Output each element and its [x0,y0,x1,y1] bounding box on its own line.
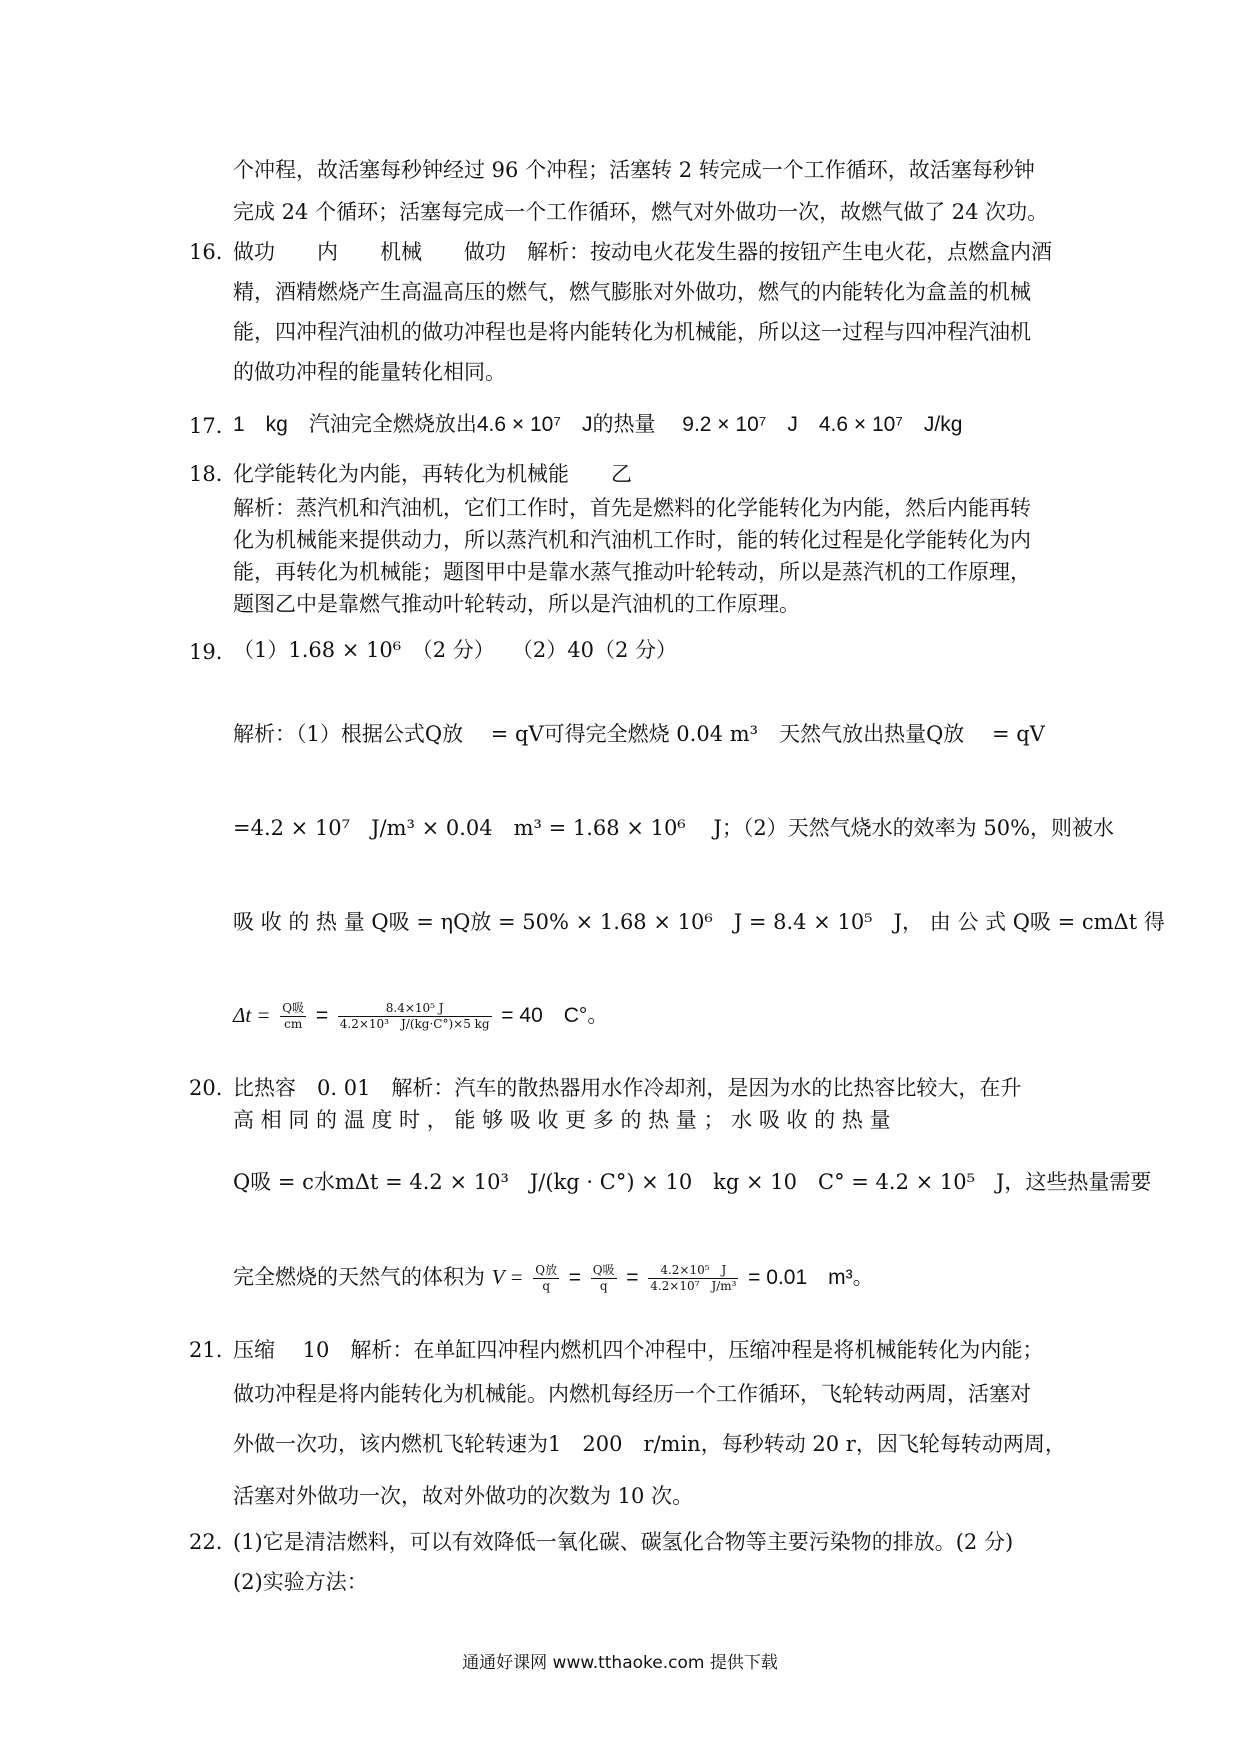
text-line: 能，四冲程汽油机的做功冲程也是将内能转化为机械能，所以这一过程与四冲程汽油机 [233,320,1031,344]
text-line: 吸 收 的 热 量 Q吸 = ηQ放 = 50% × 1.68 × 10⁶ J = 8.4 × 10⁵ J， 由 公 式 Q吸 = cmΔt 得 [233,910,1165,934]
fraction [280,1002,306,1031]
numerator: Q吸 [591,1264,617,1279]
fraction [591,1264,617,1293]
text-line: 精，酒精燃烧产生高温高压的燃气，燃气膨胀对外做功，燃气的内能转化为盒盖的机械 [233,280,1031,304]
text-line: 做功冲程是将内能转化为机械能。内燃机每经历一个工作循环，飞轮转动两周，活塞对 [233,1382,1031,1406]
numerator: Q放 [533,1264,559,1279]
text-line: 化为机械能来提供动力，所以蒸汽机和汽油机工作时，能的转化过程是化学能转化为内 [233,528,1031,552]
text-line: 个冲程，故活塞每秒钟经过 96 个冲程；活塞转 2 转完成一个工作循环，故活塞每秒钟 [233,158,1035,182]
text-line: 比热容 0. 01 解析：汽车的散热器用水作冷却剂，是因为水的比热容比较大，在升 [233,1076,1022,1100]
text-line: Q吸 = c水mΔt = 4.2 × 10³ J/(kg · C°) × 10 kg × 10 C° = 4.2 × 10⁵ J，这些热量需要 [233,1170,1152,1194]
text-line: （1）1.68 × 10⁶ （2 分） （2）40（2 分） [233,638,678,662]
denominator: q [599,1279,608,1294]
text-line: 解析：蒸汽机和汽油机，它们工作时，首先是燃料的化学能转化为内能，然后内能再转 [233,496,1031,520]
question-number: 19. [189,640,223,664]
text-line: 化学能转化为内能，再转化为机械能 乙 [233,462,632,486]
text-line: 完成 24 个循环；活塞每完成一个工作循环，燃气对外做功一次，故燃气做了 24 次功。 [233,200,1049,224]
text-line: 做功 内 机械 做功 解析：按动电火花发生器的按钮产生电火花，点燃盒内酒 [233,240,1052,264]
numerator: 4.2×10⁵ J [648,1264,738,1279]
fraction [338,1002,492,1031]
text-line: =4.2 × 10⁷ J/m³ × 0.04 m³ = 1.68 × 10⁶ J；（2）天然气烧水的效率为 50%，则被水 [233,816,1115,840]
text-line: 压缩 10 解析：在单缸四冲程内燃机四个冲程中，压缩冲程是将机械能转化为内能； [233,1338,1044,1362]
question-number: 20. [189,1076,223,1100]
question-number: 21. [189,1338,223,1362]
text-line: 的做功冲程的能量转化相同。 [233,360,506,384]
formula-line: Δt = $\frac{\text{Q吸}}{cm}$ = $\frac{\text{8.4×10⁵ J}}{\text{4.2×10³ J/(kg·C°)×5 kg}}$ = 40 C°。 [233,1001,609,1032]
denominator: 4.2×10³ J/(kg·C°)×5 kg [339,1017,490,1032]
formula-rhs: = 0.01 m³。 [748,1266,874,1290]
question-number: 17. [189,414,223,438]
text-line: (2)实验方法： [233,1570,368,1594]
fraction [533,1264,559,1293]
text-line: 题图乙中是靠燃气推动叶轮转动，所以是汽油机的工作原理。 [233,592,800,616]
denominator: q [542,1279,551,1294]
question-number: 22. [189,1530,223,1554]
numerator: 8.4×10⁵ J [338,1002,492,1017]
fraction [648,1264,738,1293]
question-number: 16. [189,240,223,264]
text-line: 能，再转化为机械能；题图甲中是靠水蒸气推动叶轮转动，所以是蒸汽机的工作原理， [233,560,1031,584]
text-line: 活塞对外做功一次，故对外做功的次数为 10 次。 [233,1484,694,1508]
formula-lhs: Δt = [233,1003,271,1028]
denominator: cm [284,1017,303,1032]
formula-line: 完全燃烧的天然气的体积为 V = $\frac{\text{Q放}}{q}$ = $\frac{\text{Q吸}}{q}$ = $\frac{\text{4.2×10⁵ J}}{\text{4.2×10⁷ J/m³}}$ = 0.01 m³。 [233,1263,874,1294]
formula-lhs: V = [491,1265,524,1290]
denominator: 4.2×10⁷ J/m³ [650,1279,737,1294]
formula-text: 完全燃烧的天然气的体积为 [233,1265,485,1290]
text-line: 高 相 同 的 温 度 时 ， 能 够 吸 收 更 多 的 热 量 ； 水 吸 收 的 热 量 [233,1108,891,1132]
formula-rhs: = 40 C°。 [501,1004,609,1028]
text-line: 解析：（1）根据公式Q放 = qV可得完全燃烧 0.04 m³ 天然气放出热量Q放 = qV [233,722,1045,746]
text-line: (1)它是清洁燃料，可以有效降低一氧化碳、碳氢化合物等主要污染物的排放。(2 分) [233,1530,1014,1554]
page-footer: 通通好课网 www.tthaoke.com 提供下载 [462,1653,778,1673]
text-line: 1 kg 汽油完全燃烧放出4.6 × 10⁷ J的热量 9.2 × 10⁷ J 4.6 × 10⁷ J/kg [233,413,963,436]
numerator: Q吸 [280,1002,306,1017]
question-number: 18. [189,462,223,486]
text-line: 外做一次功，该内燃机飞轮转速为1 200 r/min，每秒转动 20 r，因飞轮每转动两周， [233,1432,1066,1456]
